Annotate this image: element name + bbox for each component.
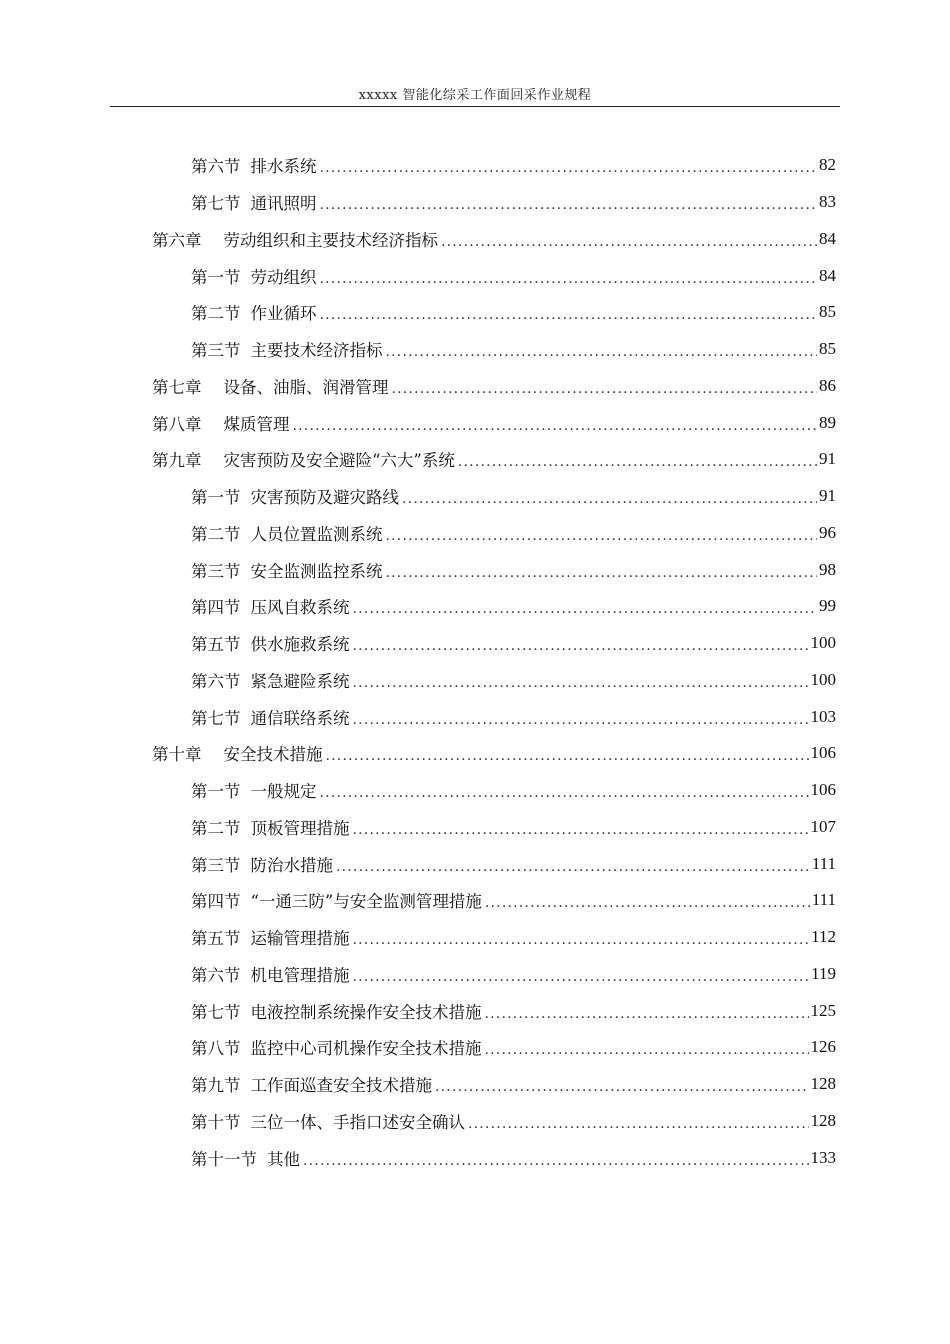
toc-dot-leader: [392, 381, 818, 397]
toc-entry-title: 运输管理措施: [250, 929, 350, 949]
toc-entry-number: 第七章: [152, 377, 202, 397]
toc-page-number: 84: [819, 228, 836, 248]
toc-entry-number: 第六节: [191, 671, 241, 691]
toc-entry-number: 第一节: [191, 267, 241, 287]
toc-entry-title: 工作面巡查安全技术措施: [250, 1076, 432, 1096]
toc-dot-leader: [320, 271, 818, 287]
toc-entry-label: [152, 447, 455, 471]
toc-section-entry[interactable]: [0, 1139, 950, 1176]
toc-section-entry[interactable]: [0, 257, 950, 294]
toc-entry-number: 第八节: [191, 1039, 241, 1059]
toc-section-entry[interactable]: [0, 588, 950, 625]
toc-entry-label: [191, 484, 399, 508]
toc-page-number: 86: [819, 375, 836, 395]
toc-entry-title: 劳动组织: [250, 267, 317, 287]
toc-section-entry[interactable]: [0, 882, 950, 919]
toc-entry-number: 第四节: [191, 892, 241, 912]
toc-entry-title: 劳动组织和主要技术经济指标: [223, 230, 438, 250]
toc-entry-title: 主要技术经济指标: [250, 341, 383, 361]
toc-entry-number: 第三节: [191, 855, 241, 875]
toc-entry-label: [191, 1146, 300, 1170]
toc-entry-label: [191, 668, 350, 692]
toc-dot-leader: [336, 859, 810, 875]
toc-page-number: 99: [819, 596, 836, 616]
toc-entry-title: 设备、油脂、润滑管理: [223, 377, 389, 397]
toc-entry-number: 第六章: [152, 230, 202, 250]
toc-page-number: 98: [819, 559, 836, 579]
toc-entry-label: [152, 741, 323, 765]
toc-chapter-entry[interactable]: [0, 735, 950, 772]
toc-entry-number: 第十章: [152, 745, 202, 765]
toc-entry-label: [191, 521, 383, 545]
toc-section-entry[interactable]: [0, 294, 950, 331]
toc-section-entry[interactable]: [0, 662, 950, 699]
toc-page-number: 112: [811, 927, 836, 947]
toc-entry-title: “一通三防”与安全监测管理措施: [250, 892, 482, 912]
toc-page-number: 106: [810, 780, 836, 800]
toc-entry-title: 安全监测监控系统: [250, 561, 383, 581]
toc-entry-number: 第五节: [191, 635, 241, 655]
toc-section-entry[interactable]: [0, 515, 950, 552]
toc-entry-number: 第一节: [191, 782, 241, 802]
toc-entry-label: [152, 227, 438, 251]
toc-section-entry[interactable]: [0, 147, 950, 184]
toc-section-entry[interactable]: [0, 956, 950, 993]
toc-section-entry[interactable]: [0, 184, 950, 221]
toc-entry-label: [191, 705, 350, 729]
toc-section-entry[interactable]: [0, 1103, 950, 1140]
toc-entry-label: [191, 778, 317, 802]
toc-page-number: 100: [810, 669, 836, 689]
toc-page-number: 83: [819, 192, 836, 212]
toc-entry-title: 一般规定: [250, 782, 317, 802]
toc-entry-number: 第六节: [191, 157, 241, 177]
toc-entry-label: [191, 1035, 482, 1059]
toc-entry-number: 第三节: [191, 341, 241, 361]
toc-entry-title: 监控中心司机操作安全技术措施: [250, 1039, 482, 1059]
toc-dot-leader: [458, 454, 817, 470]
toc-entry-label: [191, 190, 317, 214]
toc-entry-title: 安全技术措施: [223, 745, 323, 765]
toc-dot-leader: [485, 1006, 809, 1022]
toc-entry-title: 供水施救系统: [250, 635, 350, 655]
toc-entry-label: [191, 594, 350, 618]
toc-dot-leader: [353, 675, 809, 691]
toc-entry-label: [191, 999, 482, 1023]
toc-page-number: 89: [819, 412, 836, 432]
toc-entry-label: [191, 264, 317, 288]
toc-dot-leader: [386, 528, 818, 544]
toc-section-entry[interactable]: [0, 845, 950, 882]
toc-chapter-entry[interactable]: [0, 221, 950, 258]
toc-page-number: 119: [811, 963, 836, 983]
toc-entry-number: 第九章: [152, 451, 202, 471]
toc-page-number: 128: [810, 1074, 836, 1094]
toc-dot-leader: [353, 601, 818, 617]
toc-page-number: 96: [819, 522, 836, 542]
toc-page-number: 82: [819, 155, 836, 175]
toc-section-entry[interactable]: [0, 331, 950, 368]
toc-dot-leader: [353, 932, 810, 948]
toc-entry-number: 第七节: [191, 708, 241, 728]
toc-dot-leader: [293, 418, 818, 434]
toc-section-entry[interactable]: [0, 809, 950, 846]
toc-entry-number: 第十节: [191, 1112, 241, 1132]
toc-section-entry[interactable]: [0, 698, 950, 735]
toc-page-number: 85: [819, 339, 836, 359]
toc-entry-label: [191, 962, 350, 986]
toc-section-entry[interactable]: [0, 919, 950, 956]
toc-entry-title: 电液控制系统操作安全技术措施: [250, 1002, 482, 1022]
toc-dot-leader: [386, 344, 818, 360]
page-header-title: xxxxx 智能化综采工作面回采作业规程: [358, 88, 592, 103]
toc-entry-title: 煤质管理: [223, 414, 290, 434]
toc-page-number: 133: [810, 1147, 836, 1167]
toc-page-number: 85: [819, 302, 836, 322]
toc-section-entry[interactable]: [0, 1066, 950, 1103]
toc-entry-number: 第二节: [191, 818, 241, 838]
toc-section-entry[interactable]: [0, 478, 950, 515]
toc-entry-label: [191, 852, 333, 876]
toc-entry-label: [191, 815, 350, 839]
toc-entry-title: 作业循环: [250, 304, 317, 324]
toc-entry-label: [191, 925, 350, 949]
toc-entry-title: 灾害预防及安全避险“六大”系统: [223, 451, 455, 471]
toc-page-number: 126: [810, 1037, 836, 1057]
toc-entry-label: [191, 888, 482, 912]
toc-entry-label: [152, 411, 290, 435]
toc-entry-number: 第三节: [191, 561, 241, 581]
toc-page-number: 91: [819, 449, 836, 469]
toc-entry-number: 第八章: [152, 414, 202, 434]
toc-dot-leader: [320, 197, 818, 213]
toc-page-number: 84: [819, 265, 836, 285]
toc-section-entry[interactable]: [0, 551, 950, 588]
toc-section-entry[interactable]: [0, 625, 950, 662]
toc-entry-label: [191, 300, 317, 324]
toc-dot-leader: [326, 748, 809, 764]
toc-page-number: 111: [811, 890, 836, 910]
toc-entry-title: 机电管理措施: [250, 965, 350, 985]
toc-dot-leader: [353, 822, 809, 838]
toc-entry-label: [191, 153, 317, 177]
toc-page-number: 125: [810, 1000, 836, 1020]
toc-dot-leader: [320, 307, 818, 323]
toc-entry-title: 防治水措施: [250, 855, 333, 875]
toc-entry-number: 第五节: [191, 929, 241, 949]
toc-entry-number: 第六节: [191, 965, 241, 985]
toc-page-number: 103: [810, 706, 836, 726]
table-of-contents: [0, 147, 950, 1176]
toc-page-number: 128: [810, 1110, 836, 1130]
toc-dot-leader: [320, 160, 818, 176]
toc-section-entry[interactable]: [0, 772, 950, 809]
toc-entry-title: 压风自救系统: [250, 598, 350, 618]
toc-page-number: 100: [810, 633, 836, 653]
toc-dot-leader: [441, 234, 817, 250]
header-divider: [110, 106, 840, 107]
toc-dot-leader: [402, 491, 817, 507]
toc-section-entry[interactable]: [0, 1029, 950, 1066]
toc-dot-leader: [435, 1079, 809, 1095]
toc-entry-title: 灾害预防及避灾路线: [250, 488, 399, 508]
toc-entry-number: 第十一节: [191, 1149, 257, 1169]
toc-entry-number: 第四节: [191, 598, 241, 618]
toc-entry-label: [191, 558, 383, 582]
toc-entry-label: [191, 337, 383, 361]
toc-page-number: 91: [819, 486, 836, 506]
toc-entry-number: 第七节: [191, 194, 241, 214]
toc-entry-title: 人员位置监测系统: [250, 524, 383, 544]
toc-chapter-entry[interactable]: [0, 368, 950, 405]
toc-entry-title: 通讯照明: [250, 194, 317, 214]
toc-chapter-entry[interactable]: [0, 404, 950, 441]
toc-entry-label: [191, 1109, 465, 1133]
toc-page-number: 106: [810, 743, 836, 763]
toc-dot-leader: [485, 895, 810, 911]
toc-dot-leader: [485, 1042, 809, 1058]
toc-entry-label: [191, 631, 350, 655]
toc-entry-number: 第九节: [191, 1076, 241, 1096]
toc-entry-number: 第二节: [191, 304, 241, 324]
toc-section-entry[interactable]: [0, 992, 950, 1029]
toc-page-number: 111: [811, 853, 836, 873]
toc-entry-number: 第七节: [191, 1002, 241, 1022]
toc-entry-title: 通信联络系统: [250, 708, 350, 728]
toc-entry-title: 紧急避险系统: [250, 671, 350, 691]
toc-entry-number: 第二节: [191, 524, 241, 544]
toc-dot-leader: [353, 712, 809, 728]
toc-dot-leader: [353, 638, 809, 654]
toc-entry-label: [191, 1072, 432, 1096]
toc-entry-title: 顶板管理措施: [250, 818, 350, 838]
toc-dot-leader: [353, 969, 810, 985]
toc-dot-leader: [386, 565, 818, 581]
toc-entry-number: 第一节: [191, 488, 241, 508]
toc-entry-title: 其他: [267, 1149, 300, 1169]
toc-dot-leader: [320, 785, 809, 801]
toc-chapter-entry[interactable]: [0, 441, 950, 478]
toc-entry-label: [152, 374, 389, 398]
toc-dot-leader: [468, 1116, 809, 1132]
toc-entry-title: 三位一体、手指口述安全确认: [250, 1112, 465, 1132]
toc-page-number: 107: [810, 816, 836, 836]
toc-dot-leader: [303, 1153, 809, 1169]
toc-entry-title: 排水系统: [250, 157, 317, 177]
